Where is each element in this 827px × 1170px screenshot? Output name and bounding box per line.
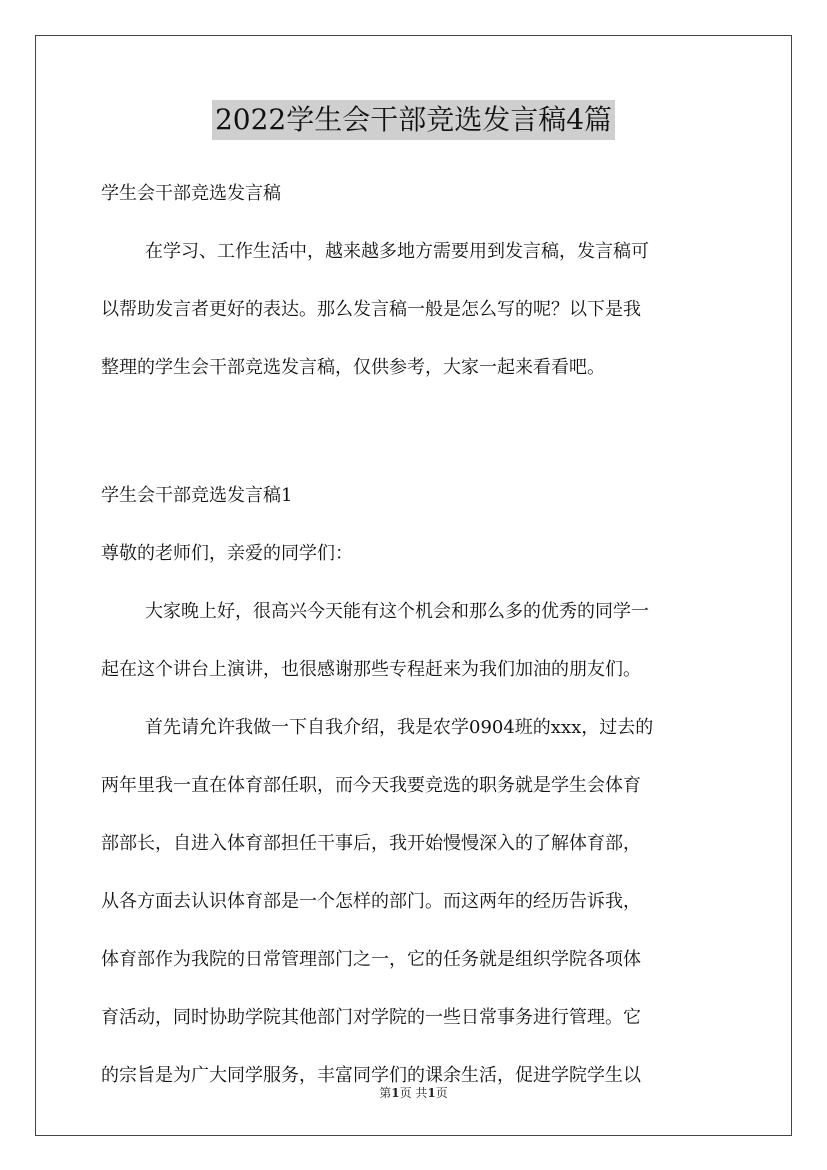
current-page-number: 1 (391, 1086, 400, 1100)
intro-line: 整理的学生会干部竞选发言稿，仅供参考，大家一起来看看吧。 (101, 357, 605, 378)
document-body (101, 176, 727, 1094)
salutation: 尊敬的老师们，亲爱的同学们： (101, 543, 353, 564)
paragraph-line: 首先请允许我做一下自我介绍，我是农学0904班的xxx，过去的 (145, 717, 654, 738)
page-suffix: 页 (435, 1086, 448, 1100)
paragraph-line: 起在这个讲台上演讲，也很感谢那些专程赶来为我们加油的朋友们。 (101, 659, 641, 680)
paragraph-line: 育活动，同时协助学院其他部门对学院的一些日常事务进行管理。它 (101, 1007, 641, 1028)
section-heading: 学生会干部竞选发言稿1 (101, 485, 293, 506)
page-prefix: 第 (379, 1086, 392, 1100)
paragraph-line: 大家晚上好，很高兴今天能有这个机会和那么多的优秀的同学一 (145, 601, 649, 622)
intro-line: 在学习、工作生活中，越来越多地方需要用到发言稿，发言稿可 (145, 241, 649, 262)
paragraph-line: 的宗旨是为广大同学服务，丰富同学们的课余生活，促进学院学生以 (101, 1065, 641, 1086)
intro-line: 以帮助发言者更好的表达。那么发言稿一般是怎么写的呢？以下是我 (101, 299, 641, 320)
document-subtitle: 学生会干部竞选发言稿 (101, 183, 281, 204)
paragraph-line: 体育部作为我院的日常管理部门之一，它的任务就是组织学院各项体 (101, 949, 641, 970)
document-title: 2022学生会干部竞选发言稿4篇 (212, 100, 615, 140)
page-footer (0, 1084, 827, 1101)
paragraph-line: 从各方面去认识体育部是一个怎样的部门。而这两年的经历告诉我， (101, 891, 641, 912)
page-mid-text: 页 共 (399, 1086, 428, 1100)
total-page-number: 1 (427, 1086, 436, 1100)
paragraph-line: 两年里我一直在体育部任职，而今天我要竞选的职务就是学生会体育 (101, 775, 641, 796)
paragraph-line: 部部长，自进入体育部担任干事后，我开始慢慢深入的了解体育部， (101, 833, 641, 854)
document-title-container (0, 100, 827, 140)
